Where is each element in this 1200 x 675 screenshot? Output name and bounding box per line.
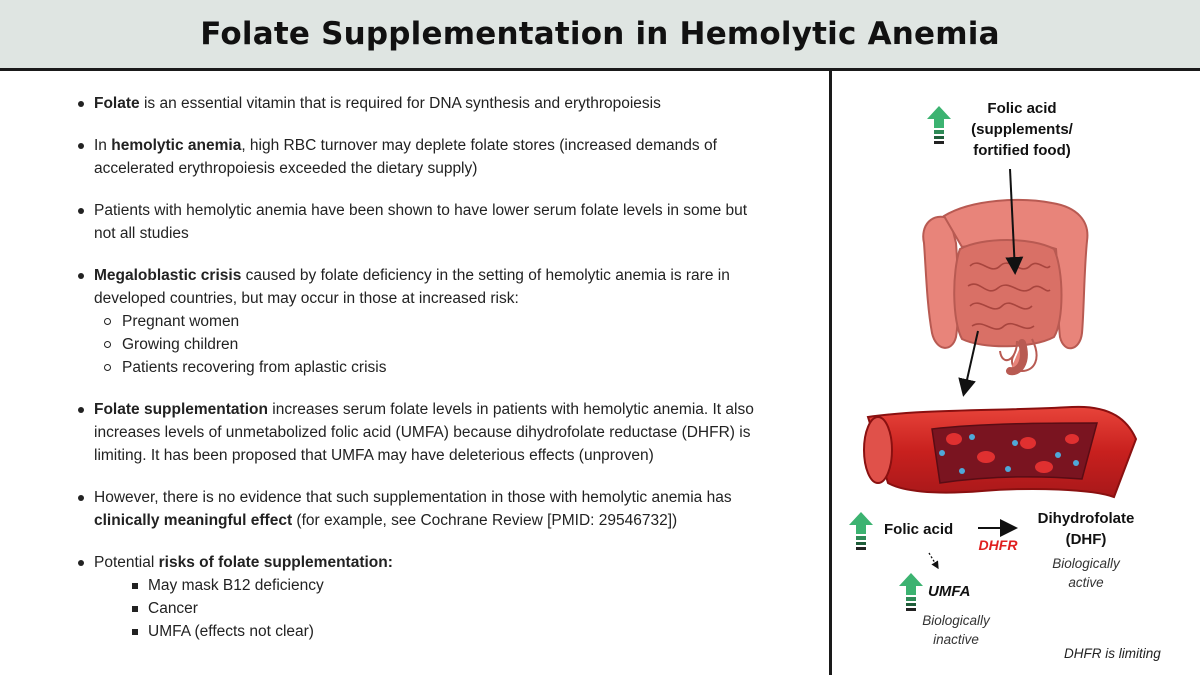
dhfr-enzyme-label: DHFR xyxy=(978,537,1018,553)
bullet-text: Patients with hemolytic anemia have been shown to have lower serum folate levels in some but not all studies xyxy=(94,202,748,242)
risk-group-list xyxy=(94,310,772,379)
label-line: inactive xyxy=(933,632,979,647)
label-line: (DHF) xyxy=(1065,531,1107,548)
bullet-supplementation xyxy=(72,398,772,467)
bullet-no-evidence xyxy=(72,486,772,532)
up-arrow-icon xyxy=(849,512,873,550)
bullet-text: is an essential vitamin that is required for DNA synthesis and erythropoiesis xyxy=(139,95,661,112)
bullet-bold: risks of folate supplementation: xyxy=(158,554,393,571)
bullet-text: However, there is no evidence that such supplementation in those with hemolytic anemia has xyxy=(94,489,732,506)
up-arrow-icon xyxy=(927,106,951,144)
label-line: Dihydrofolate xyxy=(1037,510,1135,527)
bullet-text: caused by folate deficiency in the setting of hemolytic anemia is rare in developed countries, but may occur in those at increased risk: xyxy=(94,267,730,307)
umfa-label: UMFA xyxy=(928,583,971,600)
bullet-list xyxy=(72,92,772,662)
label-line: active xyxy=(1068,575,1104,590)
label-line: Biologically xyxy=(922,613,990,628)
risk-list xyxy=(94,574,772,643)
bullet-text: , high RBC turnover may deplete folate stores (increased demands of accelerated erythropoiesis exceeded the dietary supply) xyxy=(94,137,717,177)
bullet-hemolytic xyxy=(72,134,772,180)
dashed-arrow-to-umfa xyxy=(929,553,938,568)
label-line: Biologically xyxy=(1052,556,1120,571)
label-line: Folic acid xyxy=(987,100,1057,117)
list-item: Pregnant women xyxy=(94,310,772,333)
bullet-bold: Megaloblastic crisis xyxy=(94,267,242,284)
folic-acid-source-label xyxy=(962,98,1082,161)
bullet-megaloblastic xyxy=(72,264,772,379)
dhf-label xyxy=(1022,508,1150,550)
page-title: Folate Supplementation in Hemolytic Anemia xyxy=(200,16,1000,52)
up-arrow-icon xyxy=(899,573,923,611)
bullet-text: (for example, see Cochrane Review [PMID: 29546732]) xyxy=(292,512,678,529)
list-item: Cancer xyxy=(94,597,772,620)
active-label xyxy=(1032,554,1140,592)
bullet-bold: hemolytic anemia xyxy=(111,137,242,154)
bullet-text: In xyxy=(94,137,112,154)
inactive-label xyxy=(904,611,1008,649)
list-item: UMFA (effects not clear) xyxy=(94,620,772,643)
bullet-text: increases serum folate levels in patients with hemolytic anemia. It also increases levels of unmetabolized folic acid (UMFA) because dihydrofolate reductase (DHFR) is limiting. It has been proposed that UMFA may have deleterious effects (unproven) xyxy=(94,401,754,464)
folic-acid-label: Folic acid xyxy=(884,521,954,538)
dhfr-limiting-note: DHFR is limiting xyxy=(1064,646,1161,661)
intestine-icon xyxy=(923,200,1087,371)
list-item: Patients recovering from aplastic crisis xyxy=(94,356,772,379)
header-bar xyxy=(0,0,1200,71)
bullet-bold: Folate xyxy=(94,95,140,112)
bullet-folate xyxy=(72,92,772,115)
bullet-risks xyxy=(72,551,772,643)
blood-vessel-icon xyxy=(864,407,1136,497)
label-line: fortified food) xyxy=(973,142,1071,159)
list-item: May mask B12 deficiency xyxy=(94,574,772,597)
label-line: (supplements/ xyxy=(971,121,1073,138)
bullet-bold: clinically meaningful effect xyxy=(94,512,293,529)
list-item: Growing children xyxy=(94,333,772,356)
diagram-graphics xyxy=(832,71,1200,675)
bullet-text: Potential xyxy=(94,554,159,571)
bullet-serum-levels xyxy=(72,199,772,245)
folate-pathway-diagram xyxy=(832,71,1200,675)
bullet-bold: Folate supplementation xyxy=(94,401,268,418)
